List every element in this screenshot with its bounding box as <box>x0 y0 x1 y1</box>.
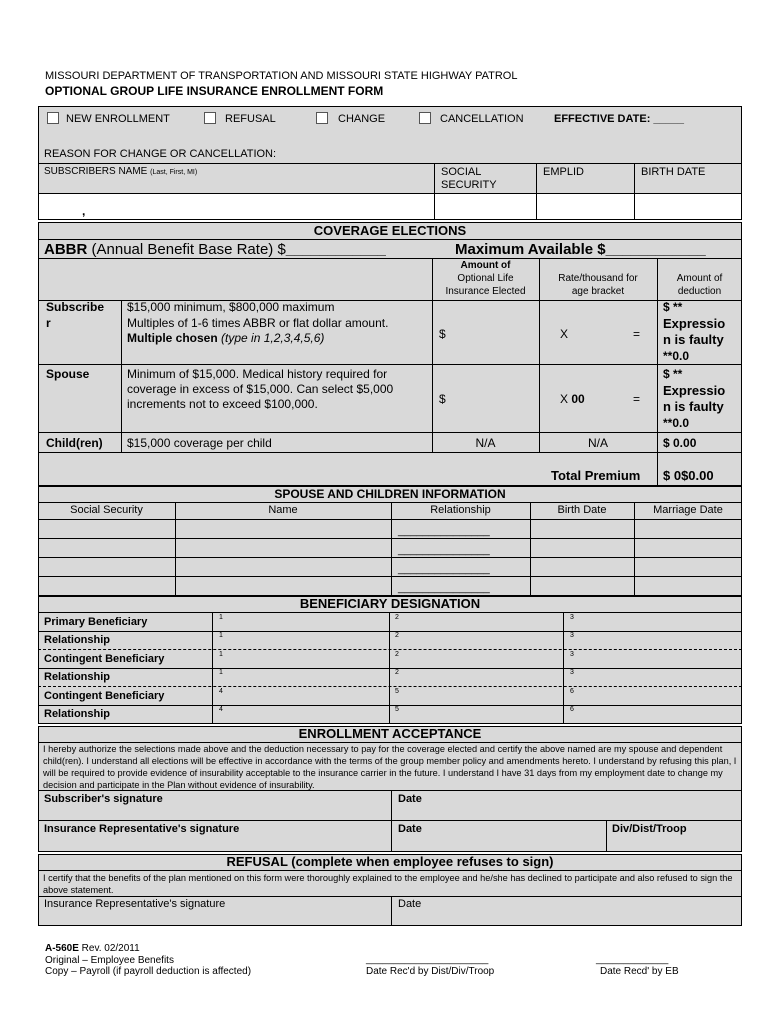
dep-relationship-input[interactable]: _______________ <box>398 525 490 537</box>
dep-header-relationship: Relationship <box>430 504 491 516</box>
ben-slot-number: 1 <box>219 614 223 621</box>
ben-slot-number: 1 <box>219 632 223 639</box>
row-subscriber-label-1: Subscribe <box>46 300 105 314</box>
row-children-label: Child(ren) <box>46 436 103 450</box>
birth-date-input[interactable] <box>636 195 740 218</box>
ben-slot-number: 1 <box>219 651 223 658</box>
cancellation-checkbox[interactable] <box>419 112 431 124</box>
row-spouse-ded-4: **0.0 <box>663 416 690 430</box>
row-subscriber-ded-3: n is faulty <box>663 332 724 347</box>
subscriber-name-label: SUBSCRIBERS NAME (Last, First, MI) <box>44 166 198 177</box>
col-amount-2: Optional Life <box>457 273 514 284</box>
emplid-label: EMPLID <box>543 166 584 178</box>
dep-header-name: Name <box>268 504 298 516</box>
ben-slot-number: 5 <box>395 688 399 695</box>
ben-slot-number: 2 <box>395 632 399 639</box>
ben-row-label: Contingent Beneficiary <box>44 653 165 665</box>
row-spouse-amount[interactable]: $ <box>439 392 446 406</box>
ben-slot-number: 4 <box>219 688 223 695</box>
ben-slot-number: 2 <box>395 651 399 658</box>
refusal-date[interactable]: Date <box>398 898 422 910</box>
ben-slot-number: 2 <box>395 669 399 676</box>
ben-row-label: Contingent Beneficiary <box>44 690 165 702</box>
refusal-rep-signature[interactable]: Insurance Representative's signature <box>44 898 226 910</box>
row-spouse-equals: = <box>633 392 641 406</box>
row-spouse-rate: X 00 <box>560 392 585 406</box>
row-subscriber-ded-4: **0.0 <box>663 349 690 363</box>
abbr-input[interactable]: ____________ <box>285 241 386 258</box>
ben-row-label: Relationship <box>44 708 111 720</box>
col-rate-2: age bracket <box>571 286 625 297</box>
ben-row-label: Relationship <box>44 671 111 683</box>
ssn-label-2: SECURITY <box>441 179 497 191</box>
form-number: A-560E Rev. 02/2011 <box>45 943 140 954</box>
dep-relationship-input[interactable]: _______________ <box>398 582 490 594</box>
row-spouse-label: Spouse <box>46 367 90 381</box>
rep-signature-label[interactable]: Insurance Representative's signature <box>44 823 240 835</box>
effective-date-label[interactable]: EFFECTIVE DATE: _____ <box>554 113 684 125</box>
col-ded-1: Amount of <box>676 273 723 284</box>
ben-slot-number: 5 <box>395 706 399 713</box>
acceptance-title: ENROLLMENT ACCEPTANCE <box>298 726 482 741</box>
row-spouse-desc-1: Minimum of $15,000. Medical history required for <box>127 367 388 381</box>
ben-slot-number: 3 <box>570 651 574 658</box>
row-children-ded: $ 0.00 <box>663 436 697 450</box>
refusal-label: REFUSAL <box>225 113 276 125</box>
max-available-input[interactable]: ____________ <box>605 241 706 258</box>
beneficiary-title: BENEFICIARY DESIGNATION <box>299 596 481 611</box>
ben-slot-number: 3 <box>570 632 574 639</box>
row-spouse-desc-2: coverage in excess of $15,000. Can select $5,000 <box>127 382 394 396</box>
new-enrollment-checkbox[interactable] <box>47 112 59 124</box>
row-subscriber-desc-3: Multiple chosen (type in 1,2,3,4,5,6) <box>127 331 325 345</box>
dep-relationship-input[interactable]: _______________ <box>398 544 490 556</box>
col-ded-2: deduction <box>677 286 722 297</box>
dep-header-ssn: Social Security <box>70 504 143 516</box>
change-checkbox[interactable] <box>316 112 328 124</box>
acceptance-text: I hereby authorize the selections made above and the deduction necessary to pay for the coverage elected and certify the above named are my spouse and dependent child(ren). I understand all elections will be effective in accordance with the terms of the group member policy and amendments hereto. I understand by refusing this plan, I will be required to provide evidence of insurability acceptable to the insurance carrier in the future. I understand I have 31 days from my employment date to change my decision and participate in the Plan without evidence of insurability. <box>43 744 737 790</box>
total-premium-label: Total Premium <box>551 468 641 483</box>
row-spouse-ded-3: n is faulty <box>663 399 724 414</box>
row-children-amount: N/A <box>475 436 496 450</box>
row-spouse-ded-2: Expressio <box>663 383 726 398</box>
row-children-desc: $15,000 coverage per child <box>127 436 272 450</box>
row-subscriber-desc-2: Multiples of 1-6 times ABBR or flat dollar amount. <box>127 316 389 330</box>
ben-slot-number: 3 <box>570 614 574 621</box>
row-subscriber-desc-1: $15,000 minimum, $800,000 maximum <box>127 300 335 314</box>
col-amount-1: Amount of <box>460 260 511 271</box>
refusal-text: I certify that the benefits of the plan mentioned on this form were thoroughly explained to the employee and he/she has declined to participate and also refused to sign the above statement. <box>43 873 733 895</box>
dependents-title: SPOUSE AND CHILDREN INFORMATION <box>274 487 506 501</box>
max-available-label: Maximum Available $____________ <box>455 241 706 258</box>
dist-received-date-line[interactable]: ______________________ <box>366 954 489 965</box>
ben-row-label: Primary Beneficiary <box>44 616 148 628</box>
abbr-label: ABBR (Annual Benefit Base Rate) $____________ <box>44 241 386 258</box>
form-title: OPTIONAL GROUP LIFE INSURANCE ENROLLMENT FORM <box>45 84 384 98</box>
cancellation-label: CANCELLATION <box>440 113 524 125</box>
subscriber-name-input[interactable]: , <box>82 204 86 218</box>
emplid-input[interactable] <box>538 195 633 218</box>
eb-received-label: Date Recd' by EB <box>600 966 679 977</box>
div-dist-troop-label[interactable]: Div/Dist/Troop <box>612 823 687 835</box>
dep-relationship-input[interactable]: _______________ <box>398 563 490 575</box>
ben-slot-number: 1 <box>219 669 223 676</box>
row-subscriber-equals: = <box>633 327 641 341</box>
ben-slot-number: 6 <box>570 706 574 713</box>
row-subscriber-rate: X <box>560 327 569 341</box>
eb-received-date-line[interactable]: _____________ <box>596 954 669 965</box>
col-rate-1: Rate/thousand for <box>558 273 638 284</box>
dep-header-birth: Birth Date <box>557 504 607 516</box>
total-premium-value: $ 0$0.00 <box>663 468 714 483</box>
row-children-rate: N/A <box>587 436 608 450</box>
row-subscriber-amount[interactable]: $ <box>439 327 446 341</box>
reason-label: REASON FOR CHANGE OR CANCELLATION: <box>44 148 277 160</box>
ben-slot-number: 6 <box>570 688 574 695</box>
dist-received-label: Date Rec'd by Dist/Div/Troop <box>366 966 495 977</box>
refusal-checkbox[interactable] <box>204 112 216 124</box>
refusal-title: REFUSAL (complete when employee refuses to sign) <box>226 854 554 869</box>
ben-slot-number: 2 <box>395 614 399 621</box>
ben-row-label: Relationship <box>44 634 111 646</box>
ssn-input[interactable] <box>436 195 535 218</box>
new-enrollment-label: NEW ENROLLMENT <box>66 113 170 125</box>
row-subscriber-ded-1: $ ** <box>663 300 683 314</box>
ben-slot-number: 4 <box>219 706 223 713</box>
acceptance-date-label[interactable]: Date <box>398 793 422 805</box>
col-amount-3: Insurance Elected <box>445 286 526 297</box>
ben-slot-number: 3 <box>570 669 574 676</box>
row-spouse-ded-1: $ ** <box>663 367 683 381</box>
ssn-label-1: SOCIAL <box>441 166 482 178</box>
row-spouse-desc-3: increments not to exceed $100,000. <box>127 397 318 411</box>
dep-header-marriage: Marriage Date <box>653 504 723 516</box>
footer-copy: Copy – Payroll (if payroll deduction is affected) <box>45 966 252 977</box>
change-label: CHANGE <box>338 113 386 125</box>
agency-name: MISSOURI DEPARTMENT OF TRANSPORTATION AND MISSOURI STATE HIGHWAY PATROL <box>45 70 518 82</box>
rep-date-label[interactable]: Date <box>398 823 422 835</box>
birth-date-label: BIRTH DATE <box>641 166 706 178</box>
row-subscriber-label-2: r <box>46 316 51 330</box>
coverage-title: COVERAGE ELECTIONS <box>313 223 467 238</box>
subscriber-signature-label[interactable]: Subscriber's signature <box>44 793 163 805</box>
footer-original: Original – Employee Benefits <box>45 955 174 966</box>
row-subscriber-ded-2: Expressio <box>663 316 726 331</box>
